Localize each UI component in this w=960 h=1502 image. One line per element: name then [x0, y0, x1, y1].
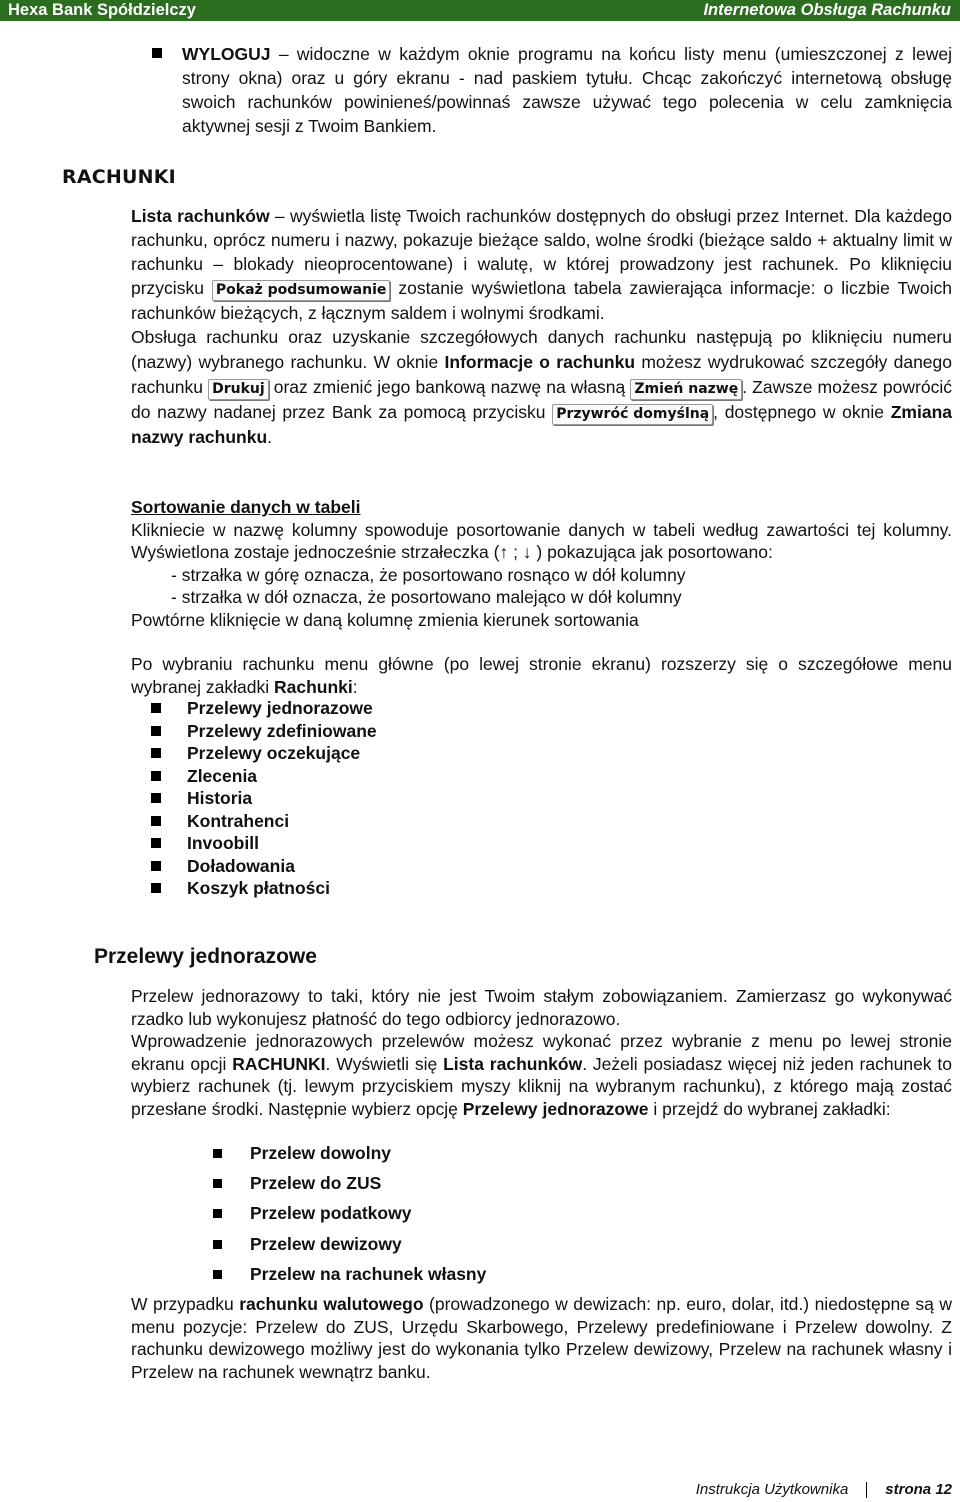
list-item: [151, 810, 289, 832]
list-item-label: Przelewy oczekujące: [187, 742, 361, 763]
bullet-icon: [151, 883, 161, 893]
list-item: [151, 765, 257, 787]
sort-paragraph-2: Powtórne kliknięcie w daną kolumnę zmienia kierunek sortowania: [131, 609, 639, 630]
page-header: [0, 0, 960, 21]
sort-section: [131, 496, 952, 631]
list-item: [213, 1232, 402, 1256]
list-item-label: Invoobill: [187, 832, 259, 853]
lista-label: Lista rachunków: [131, 206, 270, 226]
bullet-icon: [213, 1209, 222, 1218]
section-heading-przelewy: Przelewy jednorazowe: [94, 945, 317, 968]
lista-text-1: – wyświetla listę Twoich rachunków dostępnych do obsługi przez Internet. Dla każdego rachunku, oprócz numeru i nazwy, pokazuje bieżące saldo, wolne środki (bieżące saldo + aktualny limit w rachunku – blokady nieoprocentowane) i walutę, w której prowadzony jest rachunek. Po kliknięciu przycisku: [131, 206, 952, 298]
bullet-icon: [151, 793, 161, 803]
pokaz-podsumowanie-button[interactable]: Pokaż podsumowanie: [212, 280, 390, 301]
lista-text-7: , dostępnego w oknie: [713, 402, 891, 422]
przelewy-paragraph: [131, 985, 952, 1120]
bullet-icon: [151, 726, 161, 736]
menu-intro-text: Po wybraniu rachunku menu główne (po lewej stronie ekranu) rozszerzy się o szczegółowe menu wybranej zakładki: [131, 654, 952, 697]
walutowy-text-1: W przypadku: [131, 1294, 240, 1314]
zmiana-nazwy-label: Zmiana nazwy rachunku: [131, 402, 952, 447]
sort-item-up: - strzałka w górę oznacza, że posortowano rosnąco w dół kolumny: [171, 564, 686, 585]
przelewy-text-2c: . Wyświetli się: [325, 1053, 444, 1074]
list-item: [213, 1201, 411, 1225]
bullet-icon: [213, 1270, 222, 1279]
bank-name: Hexa Bank Spółdzielczy: [8, 1, 196, 19]
przelewy-text-2a: Wprowadzenie jednorazowych przelewów możesz wykonać przez wybranie z menu po lewej stronie ekranu opcji: [131, 1031, 952, 1074]
przelewy-text-1: Przelew jednorazowy to taki, który nie jest Twoim stałym zobowiązaniem. Zamierzasz go wykonywać rzadko lub wykonujesz płatność do tego odbiorcy jednorazowo.: [131, 986, 952, 1029]
przelewy-text-2g: i przejdź do wybranej zakładki:: [648, 1098, 891, 1119]
sort-item-down: - strzałka w dół oznacza, że posortowano malejąco w dół kolumny: [171, 587, 682, 607]
wyloguj-text: – widoczne w każdym oknie programu na końcu listy menu (umieszczonej z lewej strony okna) oraz u góry ekranu - nad paskiem tytułu. Chcąc zakończyć internetową obsługę swoich rachunków powinieneś/powinnaś zawsze używać tego polecenia w celu zamknięcia aktywnej sesji z Twoim Bankiem.: [182, 44, 952, 136]
list-item: [151, 855, 295, 877]
wyloguj-paragraph: [182, 42, 952, 138]
list-item-label: Przelewy jednorazowe: [187, 697, 373, 718]
bullet-icon: [213, 1240, 222, 1249]
list-item-label: Przelew podatkowy: [250, 1202, 412, 1223]
przywroc-domyslna-button[interactable]: Przywróć domyślną: [552, 404, 713, 425]
zmien-nazwe-button[interactable]: Zmień nazwę: [630, 379, 742, 400]
sort-heading: Sortowanie danych w tabeli: [131, 497, 361, 517]
wyloguj-label: WYLOGUJ: [182, 44, 271, 64]
bullet-icon: [151, 748, 161, 758]
list-item-label: Przelewy zdefiniowane: [187, 720, 377, 741]
footer-doc-title: Instrukcja Użytkownika: [695, 1481, 849, 1498]
list-item-label: Kontrahenci: [187, 810, 290, 831]
drukuj-button[interactable]: Drukuj: [208, 379, 269, 400]
przelewy-text-2d: Lista rachunków: [443, 1053, 583, 1074]
list-item: [151, 877, 330, 899]
walutowy-text-2: (prowadzonego w dewizach: np. euro, dolar, itd.) niedostępne są w menu pozycje: Przelew do ZUS, Urzędu Skarbowego, Przelewy predefiniowane i Przelew dowolny. Z rachunku dewizowego możliwy jest do wykonania tylko Przelew dewizowy, Przelew na rachunek własny i Przelew na rachunek wewnątrz banku.: [131, 1294, 952, 1382]
list-item-label: Doładowania: [187, 855, 295, 876]
list-item: [151, 832, 259, 854]
przelewy-text-2e: . Jeżeli posiadasz więcej niż jeden rachunek to wybierz rachunek (tj. lewym przyciskiem myszy kliknij na wybranym rachunku), z którego mają zostać przesłane środki. Następnie wybierz opcję: [131, 1053, 952, 1119]
bullet-icon: [151, 771, 161, 781]
page-footer: [696, 1481, 952, 1498]
przelewy-text-2b: RACHUNKI: [232, 1053, 326, 1074]
list-item: [213, 1171, 381, 1195]
bullet-icon: [152, 48, 162, 58]
lista-text-8: .: [267, 427, 273, 447]
menu-intro-colon: :: [352, 676, 358, 697]
informacje-label: Informacje o rachunku: [444, 352, 636, 372]
lista-text-2: zostanie wyświetlona tabela zawierająca informacje: o liczbie Twoich rachunków bieżących, z łącznym saldem i wolnymi środkami.: [131, 278, 952, 323]
list-item-label: Zlecenia: [187, 765, 258, 786]
list-item-label: Przelew na rachunek własny: [250, 1263, 487, 1284]
bullet-icon: [213, 1149, 222, 1158]
lista-rachunkow-paragraph: [131, 204, 952, 450]
list-item: [151, 742, 360, 764]
bullet-icon: [151, 703, 161, 713]
bullet-icon: [151, 861, 161, 871]
lista-text-4: możesz wydrukować szczegóły danego rachunku: [131, 352, 952, 397]
footer-page-number: 12: [935, 1481, 952, 1498]
footer-page-label: strona: [885, 1481, 932, 1498]
product-name: Internetowa Obsługa Rachunku: [703, 1, 951, 19]
list-item-label: Przelew do ZUS: [250, 1172, 382, 1193]
lista-text-6: . Zawsze możesz powrócić do nazwy nadanej przez Bank za pomocą przycisku: [131, 377, 952, 422]
list-item-label: Przelew dewizowy: [250, 1233, 402, 1254]
lista-text-5: oraz zmienić jego bankową nazwę na własną: [268, 377, 631, 397]
footer-divider: [866, 1482, 867, 1498]
sort-paragraph: Klikniecie w nazwę kolumny spowoduje posortowanie danych w tabeli według zawartości tej kolumny. Wyświetlona zostaje jednocześnie strzałeczka (↑ ; ↓ ) pokazująca jak posortowano:: [131, 519, 952, 562]
walutowy-bold: rachunku walutowego: [239, 1294, 424, 1314]
list-item: [213, 1141, 391, 1165]
bullet-icon: [151, 838, 161, 848]
menu-intro-bold: Rachunki: [273, 676, 353, 697]
lista-text-3: Obsługa rachunku oraz uzyskanie szczegółowych danych rachunku następują po kliknięciu numeru (nazwy) wybranego rachunku. W oknie: [131, 327, 952, 372]
list-item-label: Przelew dowolny: [250, 1142, 391, 1163]
bullet-icon: [213, 1179, 222, 1188]
list-item-label: Historia: [187, 787, 253, 808]
list-item: [151, 720, 377, 742]
list-item: [151, 697, 373, 719]
bullet-icon: [151, 816, 161, 826]
section-heading-rachunki: RACHUNKI: [62, 166, 176, 188]
list-item: [213, 1262, 486, 1286]
list-item-label: Koszyk płatności: [187, 877, 330, 898]
menu-intro-paragraph: [131, 653, 952, 698]
list-item: [151, 787, 252, 809]
przelewy-text-2f: Przelewy jednorazowe: [462, 1098, 649, 1119]
walutowy-paragraph: [131, 1293, 952, 1383]
